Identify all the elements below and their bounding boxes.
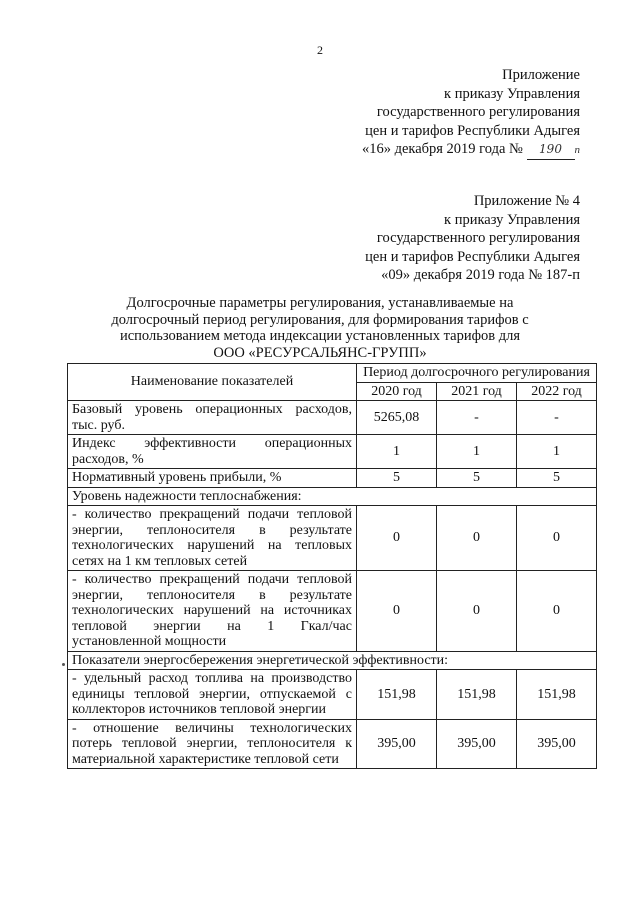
parameters-table (67, 363, 597, 769)
indicator-value: 151,98 (437, 670, 517, 720)
table-row (68, 435, 597, 469)
indicator-value: 5 (357, 469, 437, 488)
table-row (68, 401, 597, 435)
title-line: использованием метода индексации установленных тарифов для (119, 328, 521, 344)
section-label: Показатели энергосбережения энергетической эффективности: (68, 651, 597, 670)
page-number: 2 (317, 43, 323, 57)
appendix-1-line: к приказу Управления (444, 85, 580, 102)
indicator-value: 0 (517, 571, 597, 652)
handwritten-order-number: 190 (527, 140, 575, 160)
appendix-2-line: «09» декабря 2019 года № 187-п (381, 267, 580, 283)
appendix-2-line: цен и тарифов Республики Адыгея (365, 248, 580, 265)
header-year: 2020 год (357, 382, 437, 401)
title-line: долгосрочный период регулирования, для формирования тарифов с (111, 311, 529, 328)
table-section-row (68, 651, 597, 670)
table-row (68, 719, 597, 769)
indicator-name: - удельный расход топлива на производство единицы тепловой энергии, отпускаемой с коллекторов источников тепловой энергии (68, 670, 357, 720)
indicator-value: 5 (437, 469, 517, 488)
document-title (100, 295, 540, 361)
appendix-1-line: цен и тарифов Республики Адыгея (365, 122, 580, 139)
appendix-1-line: государственного регулирования (376, 104, 580, 120)
table-row (68, 571, 597, 652)
indicator-name: - количество прекращений подачи тепловой энергии, теплоносителя в результате технологических нарушений на тепловых сетях на 1 км тепловых сетей (68, 506, 357, 571)
margin-mark (62, 663, 65, 666)
header-indicator-name: Наименование показателей (68, 364, 357, 401)
appendix-header-1 (362, 66, 580, 160)
indicator-value: 395,00 (357, 719, 437, 769)
indicator-value: 0 (437, 571, 517, 652)
header-period: Период долгосрочного регулирования (357, 364, 597, 383)
indicator-value: 395,00 (517, 719, 597, 769)
table-row (68, 469, 597, 488)
indicator-value: 1 (357, 435, 437, 469)
indicator-value: 0 (357, 571, 437, 652)
indicator-name: Нормативный уровень прибыли, % (68, 469, 357, 488)
handwritten-order-suffix: п (574, 144, 580, 156)
indicator-name: - отношение величины технологических потерь тепловой энергии, теплоносителя к материальной характеристике тепловой сети (68, 719, 357, 769)
header-year: 2022 год (517, 382, 597, 401)
indicator-value: 151,98 (357, 670, 437, 720)
indicator-value: 5265,08 (357, 401, 437, 435)
header-year: 2021 год (437, 382, 517, 401)
title-line: Долгосрочные параметры регулирования, устанавливаемые на (126, 295, 514, 311)
indicator-value: 1 (517, 435, 597, 469)
table-row (68, 670, 597, 720)
indicator-name: - количество прекращений подачи тепловой энергии, теплоносителя в результате технологических нарушений на источниках тепловой энергии на 1 Гкал/час установленной мощности (68, 571, 357, 652)
indicator-value: - (437, 401, 517, 435)
table-row (68, 506, 597, 571)
appendix-2-line: государственного регулирования (376, 230, 580, 246)
table-body (68, 401, 597, 769)
indicator-value: 0 (357, 506, 437, 571)
appendix-2-line: к приказу Управления (444, 211, 580, 228)
indicator-value: 0 (517, 506, 597, 571)
indicator-value: 5 (517, 469, 597, 488)
indicator-value: 395,00 (437, 719, 517, 769)
section-label: Уровень надежности теплоснабжения: (68, 487, 597, 506)
table-section-row (68, 487, 597, 506)
indicator-name: Базовый уровень операционных расходов, тыс. руб. (68, 401, 357, 435)
indicator-value: 1 (437, 435, 517, 469)
title-line: ООО «РЕСУРСАЛЬЯНС-ГРУПП» (213, 344, 427, 361)
indicator-value: 0 (437, 506, 517, 571)
table-header-row (68, 364, 597, 383)
appendix-1-line: Приложение (502, 67, 580, 83)
appendix-header-2 (365, 192, 580, 285)
indicator-name: Индекс эффективности операционных расходов, % (68, 435, 357, 469)
appendix-1-date-prefix: «16» декабря 2019 года № (361, 141, 523, 157)
indicator-value: - (517, 401, 597, 435)
appendix-2-line: Приложение № 4 (473, 193, 580, 209)
indicator-value: 151,98 (517, 670, 597, 720)
appendix-1-date-line (362, 140, 580, 160)
